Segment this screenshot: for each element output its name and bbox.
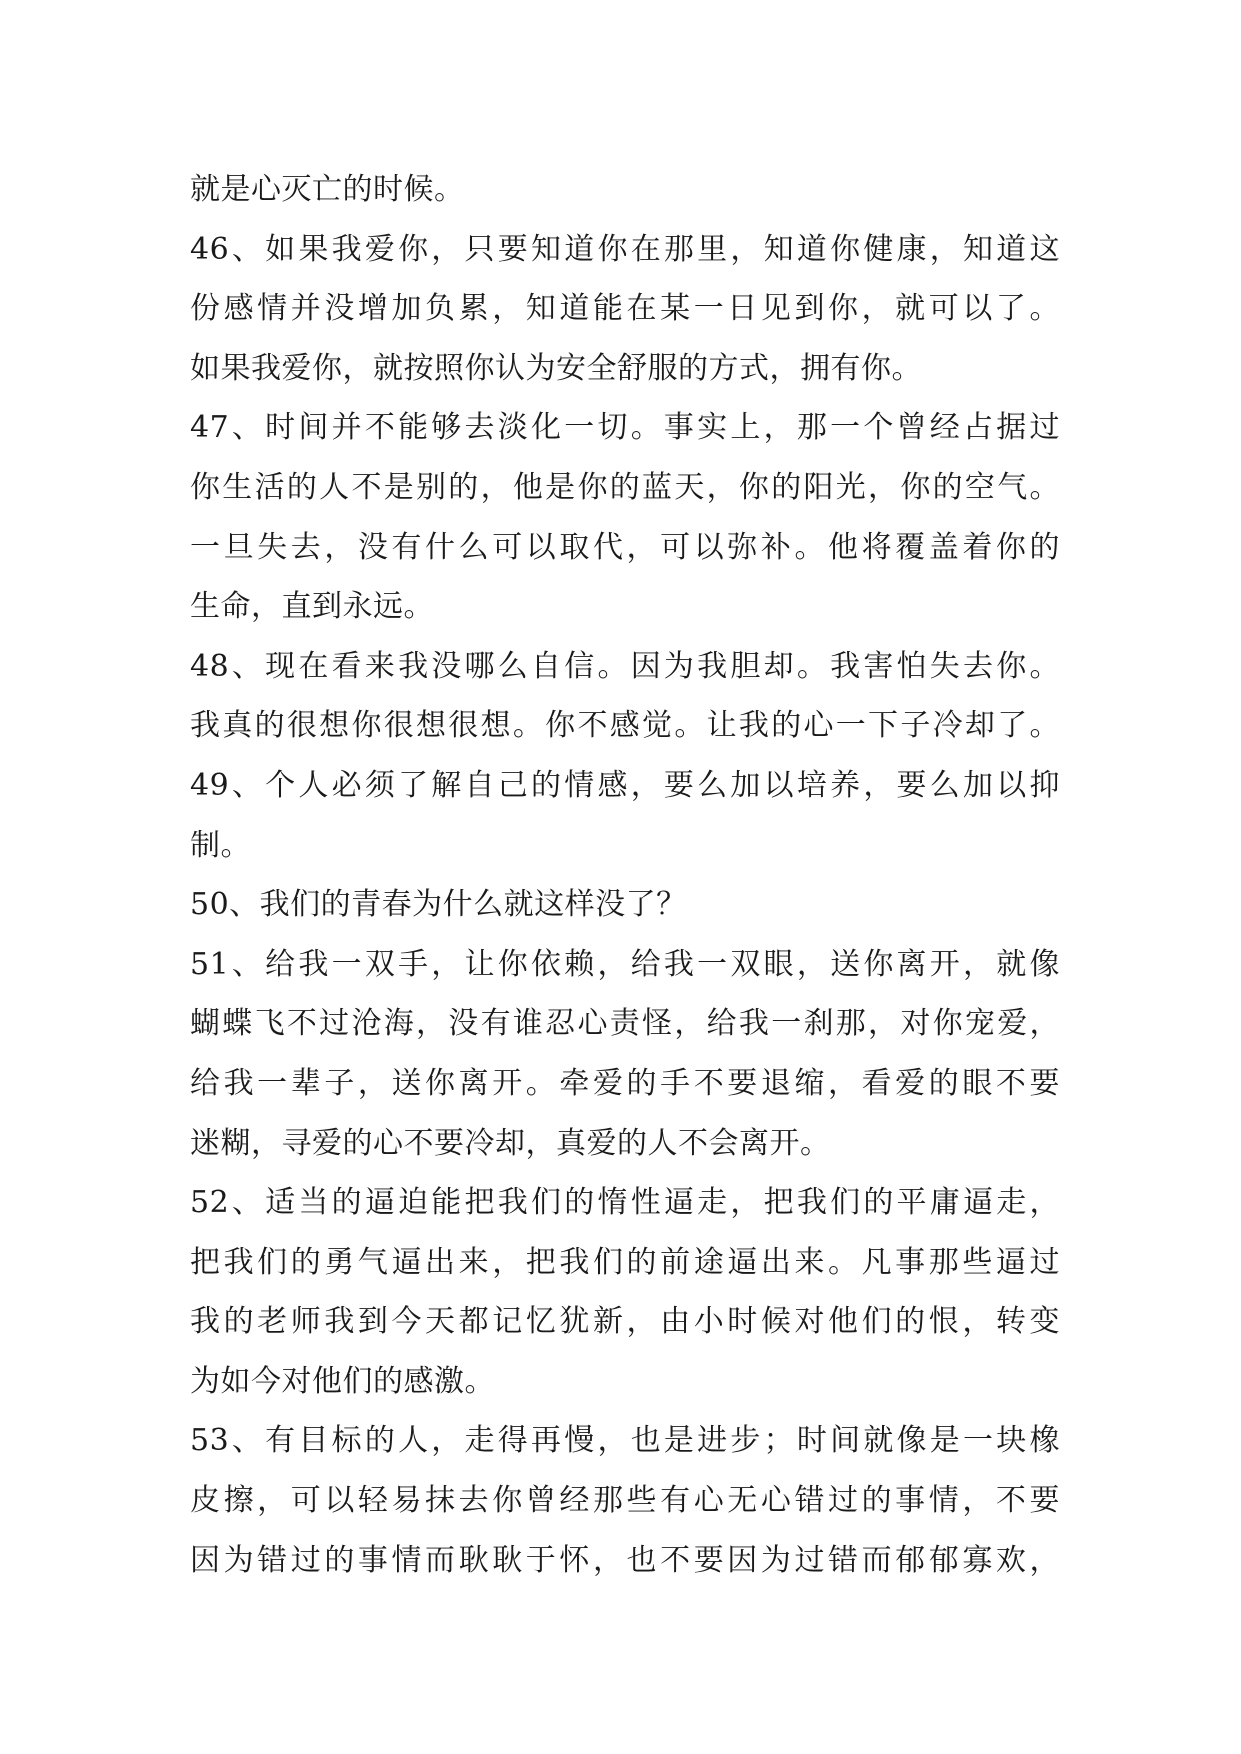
text-line: 49、个人必须了解自己的情感，要么加以培养，要么加以抑 (190, 767, 1060, 803)
text-line: 47、时间并不能够去淡化一切。事实上，那一个曾经占据过 (190, 410, 1060, 446)
text-line: 皮擦，可以轻易抹去你曾经那些有心无心错过的事情，不要 (190, 1483, 1060, 1519)
text-line: 你生活的人不是别的，他是你的蓝天，你的阳光，你的空气。 (190, 469, 1060, 505)
text-line: 制。 (190, 827, 251, 863)
text-line: 一旦失去，没有什么可以取代，可以弥补。他将覆盖着你的 (190, 529, 1060, 565)
text-line: 51、给我一双手，让你依赖，给我一双眼，送你离开，就像 (190, 946, 1060, 982)
text-line: 52、适当的逼迫能把我们的惰性逼走，把我们的平庸逼走， (190, 1185, 1060, 1221)
document-body (190, 160, 1060, 1590)
text-line: 生命，直到永远。 (190, 589, 434, 625)
text-line: 因为错过的事情而耿耿于怀，也不要因为过错而郁郁寡欢， (190, 1542, 1060, 1578)
text-line: 46、如果我爱你，只要知道你在那里，知道你健康，知道这 (190, 231, 1060, 267)
text-line: 53、有目标的人，走得再慢，也是进步；时间就像是一块橡 (190, 1423, 1060, 1459)
text-line: 48、现在看来我没哪么自信。因为我胆却。我害怕失去你。 (190, 648, 1060, 684)
text-line: 份感情并没增加负累，知道能在某一日见到你，就可以了。 (190, 291, 1060, 327)
text-line: 为如今对他们的感激。 (190, 1363, 495, 1399)
text-line: 迷糊，寻爱的心不要冷却，真爱的人不会离开。 (190, 1125, 831, 1161)
text-line: 就是心灭亡的时候。 (190, 172, 465, 207)
text-line: 蝴蝶飞不过沧海，没有谁忍心责怪，给我一刹那，对你宠爱， (190, 1006, 1060, 1042)
text-line: 如果我爱你，就按照你认为安全舒服的方式，拥有你。 (190, 350, 922, 386)
text-line: 50、我们的青春为什么就这样没了？ (190, 887, 687, 923)
text-line: 给我一辈子，送你离开。牵爱的手不要退缩，看爱的眼不要 (190, 1065, 1060, 1101)
text-line: 我真的很想你很想很想。你不感觉。让我的心一下子冷却了。 (190, 708, 1060, 744)
text-line: 把我们的勇气逼出来，把我们的前途逼出来。凡事那些逼过 (190, 1244, 1060, 1280)
text-line: 我的老师我到今天都记忆犹新，由小时候对他们的恨，转变 (190, 1304, 1060, 1340)
